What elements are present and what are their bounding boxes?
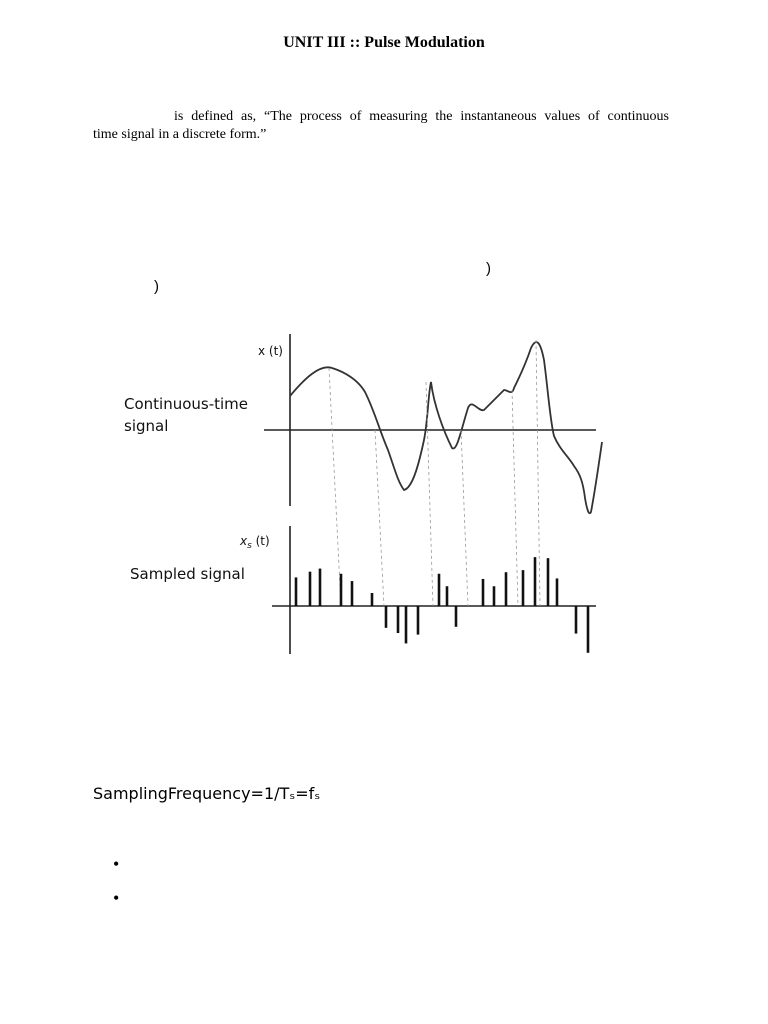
xs-label-main: x (240, 534, 248, 548)
sample-guide-line (375, 430, 384, 606)
continuous-signal-curve (290, 342, 602, 513)
document-title: UNIT III :: Pulse Modulation (283, 34, 485, 51)
stray-parenthesis-1: ) (486, 260, 491, 277)
bullet-item: • (113, 854, 120, 874)
continuous-label-line1: Continuous-time (124, 395, 249, 413)
sample-guide-line (461, 430, 468, 606)
xs-label-sub: s (247, 541, 252, 551)
sample-guide-lines (329, 340, 540, 606)
definition-line-1: is defined as, “The process of measuring the instantaneous values of continuous (174, 109, 669, 124)
definition-line-2: time signal in a discrete form.” (93, 127, 267, 142)
stray-parenthesis-2: ) (154, 278, 159, 295)
definition-paragraph (93, 108, 669, 144)
sampling-frequency-formula: SamplingFrequency=1/Tₛ=fₛ (93, 784, 321, 803)
xs-label-suffix: (t) (251, 534, 270, 548)
xs-axis-label (239, 534, 270, 551)
sample-guide-line (536, 340, 540, 606)
sample-guide-line (512, 390, 518, 606)
sample-stems (296, 557, 588, 653)
sampling-diagram (100, 320, 620, 670)
sample-guide-line (329, 368, 341, 606)
sampling-figure (100, 320, 620, 670)
sampled-label: Sampled signal (130, 565, 245, 583)
bullet-list (113, 852, 119, 920)
x-axis-label: x (t) (258, 344, 283, 358)
bullet-item: • (113, 888, 120, 908)
continuous-label-line2: signal (124, 417, 169, 435)
